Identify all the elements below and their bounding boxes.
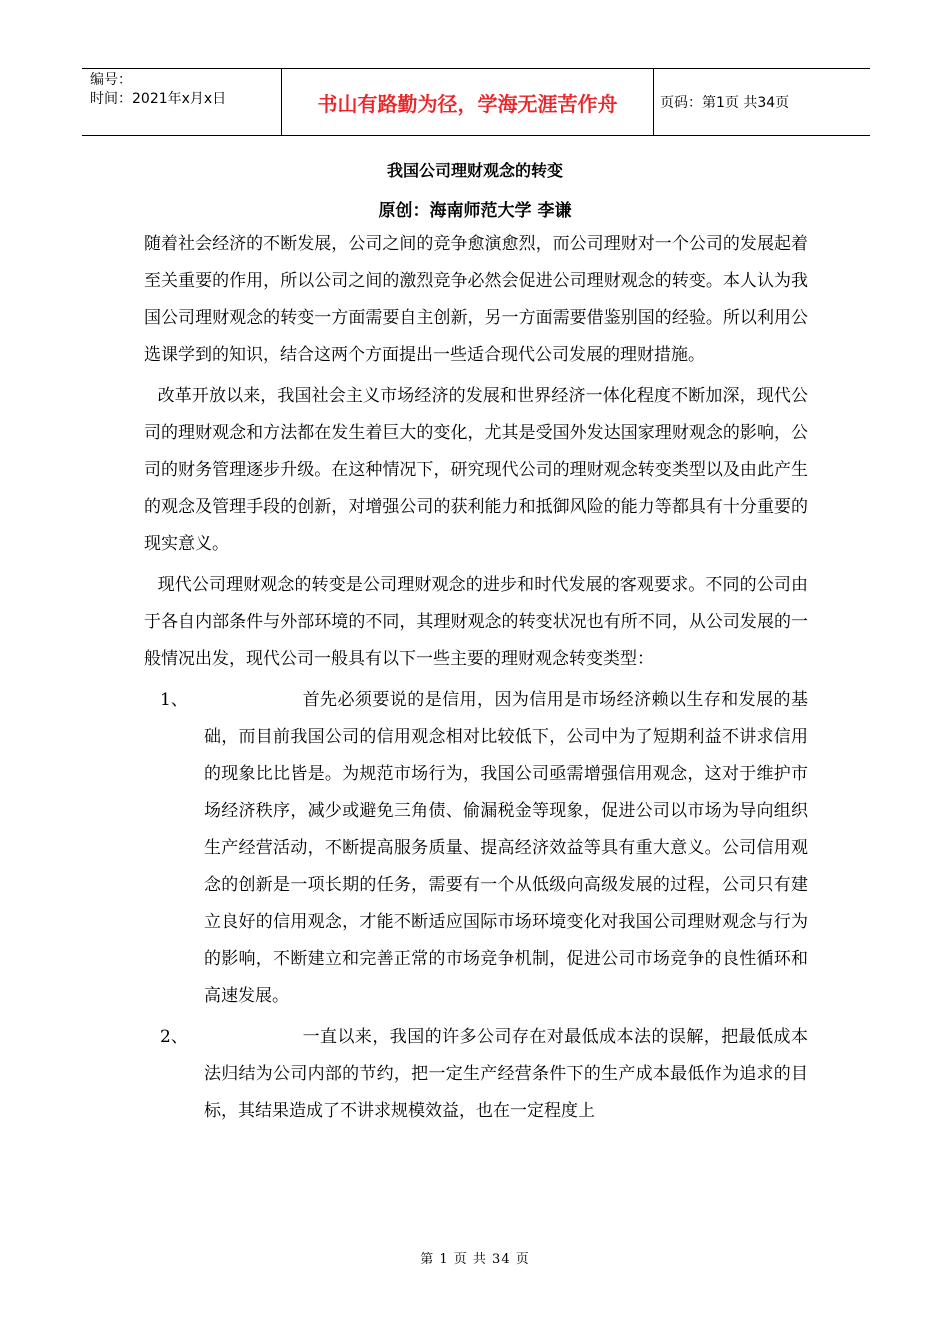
document-body <box>144 226 808 1130</box>
document-date-label: 时间：2021年x月x日 <box>90 91 227 107</box>
list-item <box>144 1019 808 1130</box>
paragraph-1: 随着社会经济的不断发展，公司之间的竞争愈演愈烈，而公司理财对一个公司的发展起着至关重要的作用，所以公司之间的激烈竞争必然会促进公司理财观念的转变。本人认为我国公司理财观念的转变一方面需要自主创新，另一方面需要借鉴别国的经验。所以利用公选课学到的知识，结合这两个方面提出一些适合现代公司发展的理财措施。 <box>144 234 808 365</box>
header-page-info: 页码：第1页 共34页 <box>660 95 790 111</box>
paragraph-2: 改革开放以来，我国社会主义市场经济的发展和世界经济一体化程度不断加深，现代公司的理财观念和方法都在发生着巨大的变化，尤其是受国外发达国家理财观念的影响，公司的财务管理逐步升级。在这种情况下，研究现代公司的理财观念转变类型以及由此产生的观念及管理手段的创新，对增强公司的获利能力和抵御风险的能力等都具有十分重要的现实意义。 <box>144 386 808 554</box>
document-author: 原创：海南师范大学 李谦 <box>378 201 572 221</box>
document-number-label: 编号： <box>90 72 132 88</box>
list-item-number: 2、 <box>160 1027 188 1047</box>
header-motto: 书山有路勤为径，学海无涯苦作舟 <box>282 69 654 135</box>
page-footer: 第 1 页 共 34 页 <box>420 1252 530 1267</box>
list-item-text: 首先必须要说的是信用，因为信用是市场经济赖以生存和发展的基础，而目前我国公司的信用观念相对比较低下，公司中为了短期利益不讲求信用的现象比比皆是。为规范市场行为，我国公司亟需增强信用观念，这对于维护市场经济秩序，减少或避免三角债、偷漏税金等现象，促进公司以市场为导向组织生产经营活动，不断提高服务质量、提高经济效益等具有重大意义。公司信用观念的创新是一项长期的任务，需要有一个从低级向高级发展的过程，公司只有建立良好的信用观念，才能不断适应国际市场环境变化对我国公司理财观念与行为的影响，不断建立和完善正常的市场竞争机制，促进公司市场竞争的良性循环和高速发展。 <box>204 690 808 1006</box>
document-title: 我国公司理财观念的转变 <box>386 161 563 180</box>
header-meta-cell <box>82 69 282 135</box>
list-item <box>144 682 808 1015</box>
list-item-text: 一直以来，我国的许多公司存在对最低成本法的误解，把最低成本法归结为公司内部的节约，把一定生产经营条件下的生产成本最低作为追求的目标，其结果造成了不讲求规模效益，也在一定程度上 <box>204 1027 808 1121</box>
list-item-number: 1、 <box>160 690 188 710</box>
header-table <box>82 68 870 136</box>
paragraph-3: 现代公司理财观念的转变是公司理财观念的进步和时代发展的客观要求。不同的公司由于各自内部条件与外部环境的不同，其理财观念的转变状况也有所不同，从公司发展的一般情况出发，现代公司一般具有以下一些主要的理财观念转变类型： <box>144 575 808 669</box>
